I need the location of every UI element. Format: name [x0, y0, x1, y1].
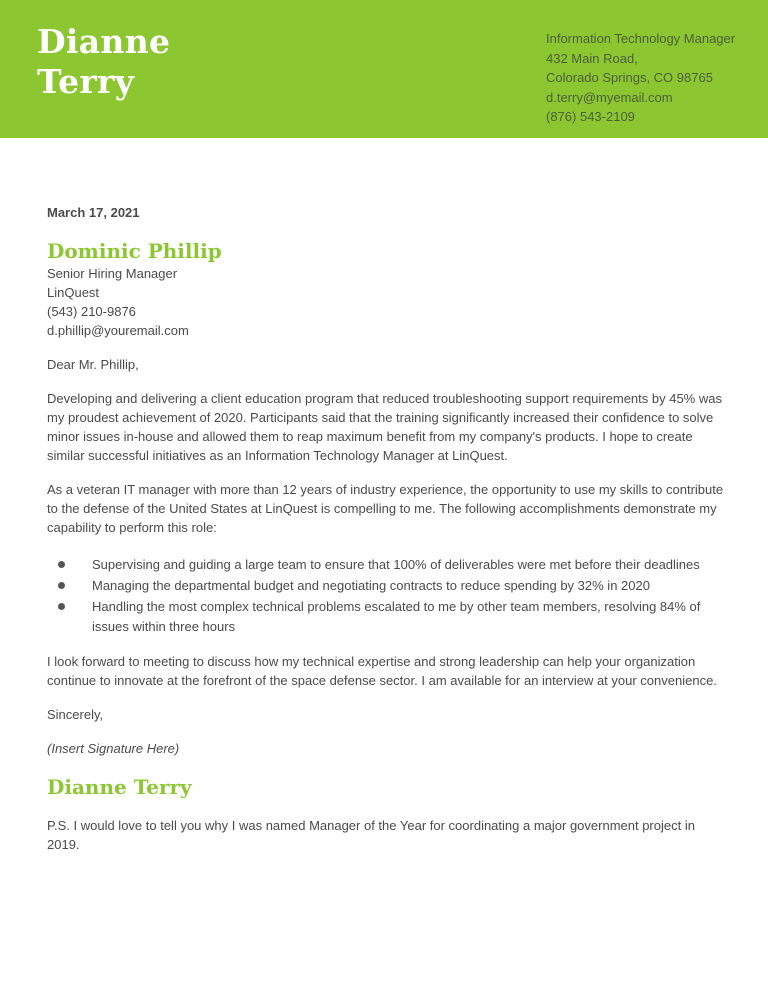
- applicant-phone: (876) 543-2109: [546, 109, 635, 124]
- applicant-address-line2: Colorado Springs, CO 98765: [546, 70, 713, 85]
- list-item-text: Supervising and guiding a large team to ensure that 100% of deliverables were met before their deadlines: [92, 557, 700, 572]
- list-item: [47, 576, 727, 596]
- recipient-company: LinQuest: [47, 285, 100, 300]
- bullet-icon: [58, 561, 65, 568]
- applicant-first-name: Dianne: [37, 22, 171, 61]
- bullet-icon: [58, 603, 65, 610]
- letter-date: March 17, 2021: [47, 205, 140, 220]
- paragraph-closing: I look forward to meeting to discuss how my technical expertise and strong leadership can help your organization continue to innovate at the forefront of the space defense sector. I am available for an interview at your convenience.: [47, 654, 717, 688]
- postscript: P.S. I would love to tell you why I was named Manager of the Year for coordinating a major government project in 2019.: [47, 818, 695, 852]
- list-item-text: Handling the most complex technical problems escalated to me by other team members, resolving 84% of issues within three hours: [92, 599, 701, 634]
- paragraph-experience: As a veteran IT manager with more than 12 years of industry experience, the opportunity to use my skills to contribute to the defense of the United States at LinQuest is compelling to me. The following accomplishments demonstrate my capability to perform this role:: [47, 482, 724, 535]
- applicant-contact-block: [546, 29, 735, 127]
- signature-placeholder: (Insert Signature Here): [47, 741, 180, 756]
- recipient-name: Dominic Phillip: [47, 239, 222, 263]
- list-item-text: Managing the departmental budget and negotiating contracts to reduce spending by 32% in 2020: [92, 578, 650, 593]
- recipient-title: Senior Hiring Manager: [47, 266, 178, 281]
- header-banner: [0, 0, 768, 138]
- list-item: [47, 555, 727, 575]
- recipient-details: [47, 264, 727, 340]
- letter-body: [47, 203, 727, 854]
- list-item: [47, 597, 727, 637]
- sender-name: Dianne Terry: [47, 775, 192, 799]
- recipient-phone: (543) 210-9876: [47, 304, 136, 319]
- applicant-last-name: Terry: [37, 62, 135, 101]
- recipient-email: d.phillip@youremail.com: [47, 323, 189, 338]
- applicant-email: d.terry@myemail.com: [546, 89, 673, 105]
- paragraph-intro: Developing and delivering a client education program that reduced troubleshooting support requirements by 45% was my proudest achievement of 2020. Participants said that the training significantly increased their confidence to solve minor issues in-house and allowed them to reap maximum benefit from my company's products. I hope to create similar successful initiatives as an Information Technology Manager at LinQuest.: [47, 391, 722, 463]
- closing-phrase: Sincerely,: [47, 707, 104, 722]
- applicant-job-title: Information Technology Manager: [546, 31, 736, 46]
- bullet-icon: [58, 582, 65, 589]
- applicant-address-line1: 432 Main Road,: [546, 50, 638, 66]
- accomplishments-list: [47, 555, 727, 637]
- applicant-name: [37, 22, 170, 102]
- salutation: Dear Mr. Phillip,: [47, 357, 139, 372]
